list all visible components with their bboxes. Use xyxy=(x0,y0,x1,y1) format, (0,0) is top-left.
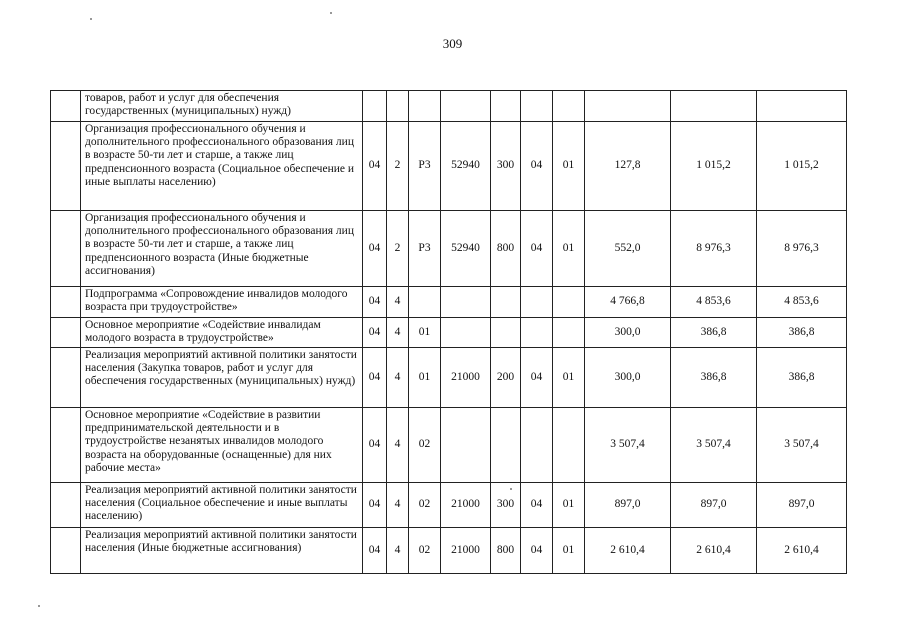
code-cell: 52940 xyxy=(441,122,491,211)
code-cell: 04 xyxy=(363,318,387,348)
code-cell: 01 xyxy=(409,348,441,408)
page-number: 309 xyxy=(442,36,463,51)
table-row xyxy=(51,483,847,528)
row-name: Подпрограмма «Сопровождение инвалидов молодого возраста при трудоустройстве» xyxy=(81,287,363,318)
code-cell: 800 xyxy=(491,528,521,574)
code-cell: 01 xyxy=(553,528,585,574)
value-cell: 8 976,3 xyxy=(671,211,757,287)
row-name: товаров, работ и услуг для обеспечения государственных (муниципальных) нужд) xyxy=(81,91,363,122)
scan-speck xyxy=(38,605,40,607)
code-cell: 300 xyxy=(491,483,521,528)
row-indent-cell xyxy=(51,318,81,348)
code-cell: Р3 xyxy=(409,122,441,211)
table-row xyxy=(51,528,847,574)
code-cell: 200 xyxy=(491,348,521,408)
code-cell: 02 xyxy=(409,483,441,528)
code-cell xyxy=(521,91,553,122)
row-indent-cell xyxy=(51,287,81,318)
table-row xyxy=(51,91,847,122)
value-cell: 1 015,2 xyxy=(671,122,757,211)
row-indent-cell xyxy=(51,122,81,211)
code-cell: 01 xyxy=(553,483,585,528)
row-indent-cell xyxy=(51,348,81,408)
code-cell xyxy=(491,287,521,318)
value-cell: 4 853,6 xyxy=(757,287,847,318)
table-row xyxy=(51,122,847,211)
row-name: Реализация мероприятий активной политики занятости населения (Социальное обеспечение и иные выплаты населению) xyxy=(81,483,363,528)
code-cell: 21000 xyxy=(441,483,491,528)
code-cell: 2 xyxy=(387,211,409,287)
code-cell: 04 xyxy=(521,122,553,211)
code-cell: 04 xyxy=(363,483,387,528)
value-cell: 2 610,4 xyxy=(757,528,847,574)
code-cell: 01 xyxy=(553,348,585,408)
code-cell xyxy=(441,287,491,318)
row-name: Организация профессионального обучения и дополнительного профессионального образования лиц в возрасте 50-ти лет и старше, а также лиц предпенсионного возраста (Иные бюджетные ассигнования) xyxy=(81,211,363,287)
value-cell: 2 610,4 xyxy=(671,528,757,574)
value-cell xyxy=(671,91,757,122)
code-cell xyxy=(491,318,521,348)
code-cell xyxy=(521,408,553,483)
value-cell: 386,8 xyxy=(757,318,847,348)
code-cell xyxy=(387,91,409,122)
code-cell: 04 xyxy=(363,408,387,483)
code-cell: 800 xyxy=(491,211,521,287)
code-cell xyxy=(491,91,521,122)
code-cell: 04 xyxy=(521,483,553,528)
value-cell: 2 610,4 xyxy=(585,528,671,574)
code-cell: 21000 xyxy=(441,528,491,574)
code-cell: 01 xyxy=(553,211,585,287)
value-cell: 386,8 xyxy=(757,348,847,408)
table-row xyxy=(51,211,847,287)
code-cell: 01 xyxy=(553,122,585,211)
code-cell: 4 xyxy=(387,408,409,483)
row-indent-cell xyxy=(51,91,81,122)
code-cell: 02 xyxy=(409,408,441,483)
row-name: Основное мероприятие «Содействие инвалидам молодого возраста в трудоустройстве» xyxy=(81,318,363,348)
row-indent-cell xyxy=(51,211,81,287)
row-indent-cell xyxy=(51,483,81,528)
code-cell: 04 xyxy=(521,348,553,408)
code-cell xyxy=(521,287,553,318)
row-indent-cell xyxy=(51,408,81,483)
code-cell: 04 xyxy=(363,211,387,287)
scan-speck xyxy=(90,18,92,20)
code-cell xyxy=(553,408,585,483)
value-cell: 1 015,2 xyxy=(757,122,847,211)
value-cell: 300,0 xyxy=(585,318,671,348)
value-cell: 127,8 xyxy=(585,122,671,211)
value-cell: 3 507,4 xyxy=(757,408,847,483)
row-name: Организация профессионального обучения и дополнительного профессионального образования лиц в возрасте 50-ти лет и старше, а также лиц предпенсионного возраста (Социальное обеспечение и иные выплаты населению) xyxy=(81,122,363,211)
code-cell xyxy=(491,408,521,483)
value-cell: 552,0 xyxy=(585,211,671,287)
value-cell: 3 507,4 xyxy=(671,408,757,483)
code-cell: 04 xyxy=(363,287,387,318)
code-cell: 4 xyxy=(387,287,409,318)
code-cell: 04 xyxy=(521,528,553,574)
code-cell: 4 xyxy=(387,483,409,528)
code-cell: 01 xyxy=(409,318,441,348)
code-cell xyxy=(409,287,441,318)
code-cell xyxy=(553,318,585,348)
row-name: Основное мероприятие «Содействие в развитии предпринимательской деятельности и в трудоустройстве незанятых инвалидов молодого возраста на оборудованные (оснащенные) для них рабочие места» xyxy=(81,408,363,483)
value-cell: 386,8 xyxy=(671,318,757,348)
value-cell: 4 766,8 xyxy=(585,287,671,318)
row-name: Реализация мероприятий активной политики занятости населения (Иные бюджетные ассигнования) xyxy=(81,528,363,574)
code-cell xyxy=(409,91,441,122)
value-cell: 3 507,4 xyxy=(585,408,671,483)
value-cell: 897,0 xyxy=(585,483,671,528)
table-row xyxy=(51,318,847,348)
value-cell xyxy=(585,91,671,122)
table-row xyxy=(51,348,847,408)
code-cell: 21000 xyxy=(441,348,491,408)
value-cell: 897,0 xyxy=(757,483,847,528)
code-cell: Р3 xyxy=(409,211,441,287)
value-cell: 386,8 xyxy=(671,348,757,408)
code-cell: 04 xyxy=(363,122,387,211)
table-row xyxy=(51,408,847,483)
code-cell xyxy=(521,318,553,348)
code-cell xyxy=(553,287,585,318)
value-cell: 4 853,6 xyxy=(671,287,757,318)
value-cell: 300,0 xyxy=(585,348,671,408)
code-cell: 2 xyxy=(387,122,409,211)
code-cell: 04 xyxy=(363,528,387,574)
code-cell xyxy=(441,318,491,348)
code-cell: 04 xyxy=(521,211,553,287)
scan-speck xyxy=(330,12,332,14)
budget-table xyxy=(50,90,847,574)
value-cell: 897,0 xyxy=(671,483,757,528)
code-cell xyxy=(441,91,491,122)
code-cell xyxy=(363,91,387,122)
code-cell: 02 xyxy=(409,528,441,574)
code-cell: 300 xyxy=(491,122,521,211)
table-row xyxy=(51,287,847,318)
value-cell: 8 976,3 xyxy=(757,211,847,287)
row-indent-cell xyxy=(51,528,81,574)
row-name: Реализация мероприятий активной политики занятости населения (Закупка товаров, работ и услуг для обеспечения государственных (муниципальных) нужд) xyxy=(81,348,363,408)
code-cell: 4 xyxy=(387,528,409,574)
code-cell: 4 xyxy=(387,318,409,348)
code-cell: 04 xyxy=(363,348,387,408)
code-cell xyxy=(441,408,491,483)
code-cell: 52940 xyxy=(441,211,491,287)
value-cell xyxy=(757,91,847,122)
code-cell: 4 xyxy=(387,348,409,408)
code-cell xyxy=(553,91,585,122)
